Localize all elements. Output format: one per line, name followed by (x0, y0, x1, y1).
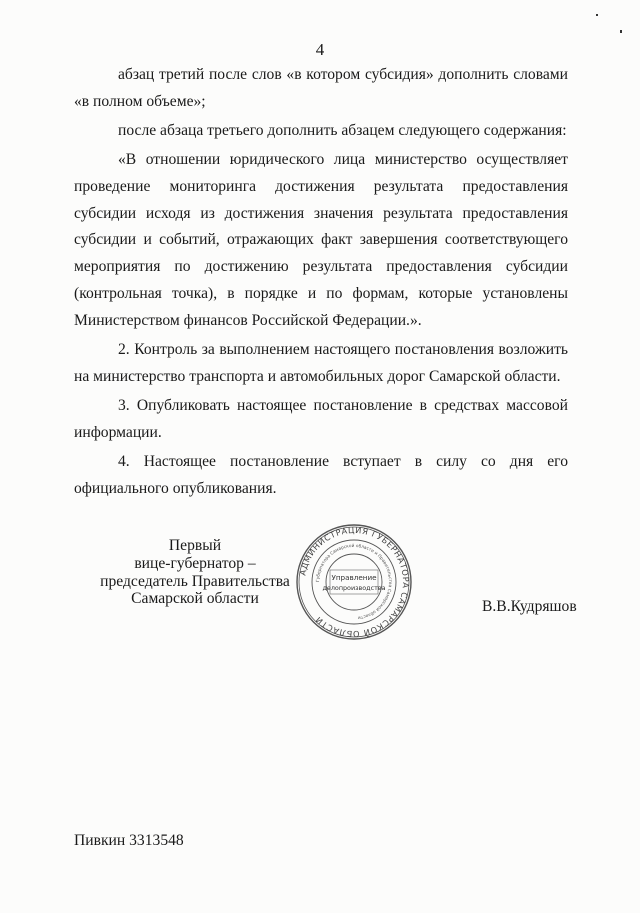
seal-outer-text: АДМИНИСТРАЦИЯ ГУБЕРНАТОРА САМАРСКОЙ ОБЛАСТИ (297, 524, 412, 640)
signatory-title-line-3: председатель Правительства (100, 572, 290, 590)
page-number: 4 (315, 40, 325, 59)
signatory-title-line-4: Самарской области (131, 590, 259, 608)
seal-graphic (294, 522, 414, 642)
document-body (74, 62, 568, 503)
paragraph-1: абзац третий после слов «в котором субсидия» дополнить словами «в полном объеме»; (74, 66, 568, 110)
signatory-title (100, 537, 290, 608)
seal-center-line-1: Управление (331, 573, 377, 582)
signatory-title-line-1: Первый (168, 537, 222, 554)
signatory-name: В.В.Кудряшов (482, 598, 577, 615)
paragraph-3: «В отношении юридического лица министерство осуществляет проведение мониторинга достижения результата предоставления субсидии исходя из достижения значения результата предоставления субсидии и событий, отражающих факт завершения соответствующего мероприятия по достижению результата предоставления субсидии (контрольная точка), в порядке и по формам, которые установлены Министерством финансов Российской Федерации.». (74, 150, 568, 330)
paragraph-5: 3. Опубликовать настоящее постановление в средствах массовой информации. (74, 396, 568, 441)
paragraph-4: 2. Контроль за выполнением настоящего постановления возложить на министерство транспорта и автомобильных дорог Самарской области. (74, 341, 568, 385)
executor-line: Пивкин 3313548 (74, 832, 184, 849)
seal-center-line-2: делопроизводства (322, 584, 386, 592)
scan-speck (596, 14, 598, 16)
paragraph-2: после абзаца третьего дополнить абзацем следующего содержания: (118, 121, 567, 139)
scan-speck (620, 30, 622, 33)
official-seal (294, 522, 414, 642)
signatory-title-line-2: вице-губернатор – (134, 554, 256, 572)
paragraph-6: 4. Настоящее постановление вступает в силу со дня его официального опубликования. (74, 452, 568, 497)
seal-inner-text: Губернатора Самарской области и Правительства Самарской области (315, 543, 393, 620)
